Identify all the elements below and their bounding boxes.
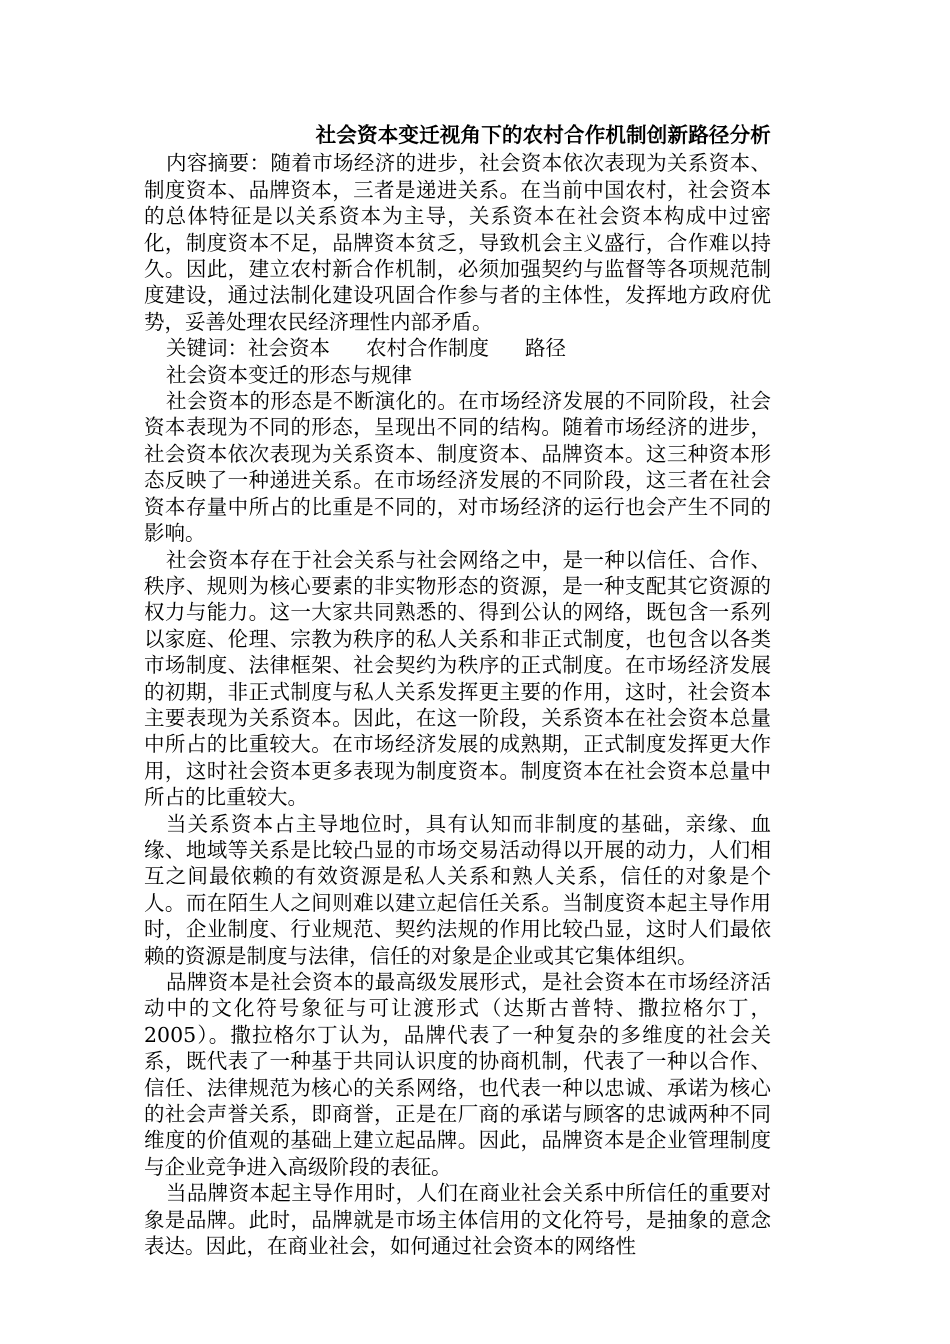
section-heading: 社会资本变迁的形态与规律 bbox=[166, 362, 412, 387]
keywords-line bbox=[144, 335, 771, 361]
body-paragraph: 当关系资本占主导地位时，具有认知而非制度的基础，亲缘、血缘、地域等关系是比较凸显的市场交易活动得以开展的动力，人们相互之间最依赖的有效资源是私人关系和熟人关系，信任的对象是个人。而在陌生人之间则难以建立起信任关系。当制度资本起主导作用时，企业制度、行业规范、契约法规的作用比较凸显，这时人们最依赖的资源是制度与法律，信任的对象是企业或其它集体组织。 bbox=[144, 811, 771, 968]
keyword-item: 农村合作制度 bbox=[366, 336, 489, 361]
document-page bbox=[144, 122, 771, 1259]
keywords-label: 关键词： bbox=[166, 336, 248, 361]
abstract-paragraph: 内容摘要：随着市场经济的进步，社会资本依次表现为关系资本、制度资本、品牌资本，三者是递进关系。在当前中国农村，社会资本的总体特征是以关系资本为主导，关系资本在社会资本构成中过密化，制度资本不足，品牌资本贫乏，导致机会主义盛行，合作难以持久。因此，建立农村新合作机制，必须加强契约与监督等各项规范制度建设，通过法制化建设巩固合作参与者的主体性，发挥地方政府优势，妥善处理农民经济理性内部矛盾。 bbox=[144, 151, 771, 334]
keyword-item: 社会资本 bbox=[248, 336, 330, 361]
document-title: 社会资本变迁视角下的农村合作机制创新路径分析 bbox=[315, 123, 771, 147]
body-paragraph: 社会资本的形态是不断演化的。在市场经济发展的不同阶段，社会资本表现为不同的形态，呈现出不同的结构。随着市场经济的进步，社会资本依次表现为关系资本、制度资本、品牌资本。这三种资本形态反映了一种递进关系。在市场经济发展的不同阶段，这三者在社会资本存量中所占的比重是不同的，对市场经济的运行也会产生不同的影响。 bbox=[144, 389, 771, 546]
body-paragraph: 品牌资本是社会资本的最高级发展形式，是社会资本在市场经济活动中的文化符号象征与可让渡形式（达斯古普特、撒拉格尔丁，2005）。撒拉格尔丁认为，品牌代表了一种复杂的多维度的社会关系，既代表了一种基于共同认识度的协商机制，代表了一种以合作、信任、法律规范为核心的关系网络，也代表一种以忠诚、承诺为核心的社会声誉关系，即商誉，正是在厂商的承诺与顾客的忠诚两种不同维度的价值观的基础上建立起品牌。因此，品牌资本是企业管理制度与企业竞争进入高级阶段的表征。 bbox=[144, 970, 771, 1179]
body-paragraph: 社会资本存在于社会关系与社会网络之中，是一种以信任、合作、秩序、规则为核心要素的非实物形态的资源，是一种支配其它资源的权力与能力。这一大家共同熟悉的、得到公认的网络，既包含一系列以家庭、伦理、宗教为秩序的私人关系和非正式制度，也包含以各类市场制度、法律框架、社会契约为秩序的正式制度。在市场经济发展的初期，非正式制度与私人关系发挥更主要的作用，这时，社会资本主要表现为关系资本。因此，在这一阶段，关系资本在社会资本总量中所占的比重较大。在市场经济发展的成熟期，正式制度发挥更大作用，这时社会资本更多表现为制度资本。制度资本在社会资本总量中所占的比重较大。 bbox=[144, 547, 771, 810]
keyword-item: 路径 bbox=[525, 336, 566, 361]
body-paragraph: 当品牌资本起主导作用时，人们在商业社会关系中所信任的重要对象是品牌。此时，品牌就是市场主体信用的文化符号，是抽象的意念表达。因此，在商业社会，如何通过社会资本的网络性 bbox=[144, 1181, 771, 1259]
